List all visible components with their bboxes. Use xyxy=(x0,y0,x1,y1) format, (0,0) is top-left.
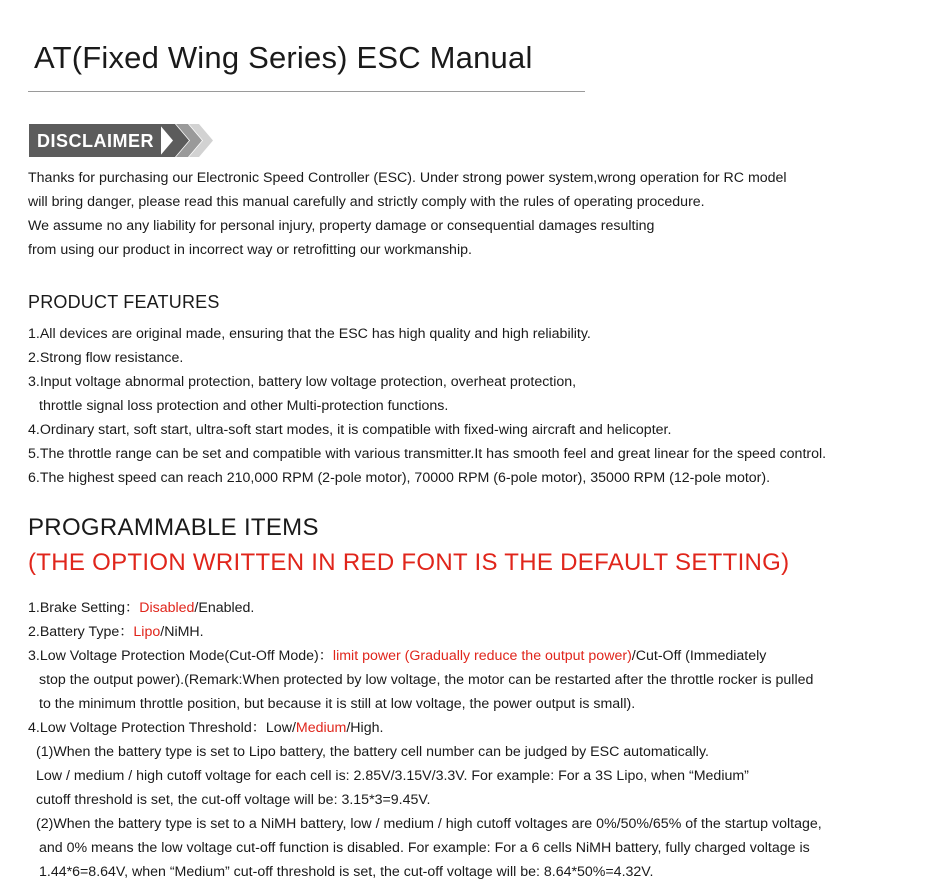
disclaimer-text xyxy=(28,166,787,262)
lvp-threshold-subitem: (1)When the battery type is set to Lipo battery, the battery cell number can be judged by ESC automatically. xyxy=(36,744,709,760)
programmable-list xyxy=(28,596,822,884)
brake-default-option: Disabled xyxy=(139,600,195,616)
disclaimer-line: Thanks for purchasing our Electronic Speed Controller (ESC). Under strong power system,wrong operation for RC model xyxy=(28,170,787,186)
lvp-mode-continuation: to the minimum throttle position, but because it is still at low voltage, the power output is small). xyxy=(39,696,636,712)
features-list xyxy=(28,322,826,490)
lvp-mode-item xyxy=(28,644,822,668)
lvp-mode-label: 3.Low Voltage Protection Mode(Cut-Off Mode)： xyxy=(28,648,333,664)
double-chevron-icon xyxy=(159,124,235,157)
lvp-threshold-subitem-continuation: cutoff threshold is set, the cut-off voltage will be: 3.15*3=9.45V. xyxy=(36,792,431,808)
disclaimer-banner-label: DISCLAIMER xyxy=(37,131,154,151)
brake-setting-label: 1.Brake Setting： xyxy=(28,600,140,616)
title-divider xyxy=(28,91,585,92)
default-setting-note: (THE OPTION WRITTEN IN RED FONT IS THE DEFAULT SETTING) xyxy=(28,549,790,576)
lvp-threshold-label: 4.Low Voltage Protection Threshold：Low/ xyxy=(28,720,296,736)
battery-default-option: Lipo xyxy=(133,624,161,640)
lvp-mode-continuation: stop the output power).(Remark:When protected by low voltage, the motor can be restarted after the throttle rocker is pulled xyxy=(39,672,814,688)
feature-item: 3.Input voltage abnormal protection, battery low voltage protection, overheat protection, xyxy=(28,374,577,390)
disclaimer-banner-box xyxy=(29,124,161,157)
features-heading: PRODUCT FEATURES xyxy=(28,292,220,312)
battery-other-option: /NiMH. xyxy=(160,624,204,640)
disclaimer-line: We assume no any liability for personal injury, property damage or consequential damages resulting xyxy=(28,218,655,234)
lvp-threshold-item xyxy=(28,716,822,740)
lvp-threshold-subitem-continuation: and 0% means the low voltage cut-off function is disabled. For example: For a 6 cells NiMH battery, fully charged voltage is xyxy=(39,840,810,856)
lvp-threshold-default-option: Medium xyxy=(295,720,347,736)
brake-other-option: /Enabled. xyxy=(194,600,255,616)
feature-item-continuation: throttle signal loss protection and other Multi-protection functions. xyxy=(39,398,449,414)
lvp-threshold-other-option: /High. xyxy=(346,720,384,736)
lvp-threshold-subitem-continuation: Low / medium / high cutoff voltage for each cell is: 2.85V/3.15V/3.3V. For example: For a 3S Lipo, when “Medium” xyxy=(36,768,749,784)
page-title: AT(Fixed Wing Series) ESC Manual xyxy=(34,40,533,75)
lvp-mode-default-option: limit power (Gradually reduce the output power) xyxy=(332,648,632,664)
disclaimer-banner xyxy=(29,124,209,157)
feature-item: 5.The throttle range can be set and compatible with various transmitter.It has smooth feel and great linear for the speed control. xyxy=(28,446,827,462)
lvp-threshold-subitem: (2)When the battery type is set to a NiMH battery, low / medium / high cutoff voltages are 0%/50%/65% of the startup voltage, xyxy=(36,816,822,832)
lvp-threshold-subitem-continuation: 1.44*6=8.64V, when “Medium” cut-off threshold is set, the cut-off voltage will be: 8.64*50%=4.32V. xyxy=(39,864,654,880)
disclaimer-line: from using our product in incorrect way or retrofitting our workmanship. xyxy=(28,242,472,258)
programmable-heading: PROGRAMMABLE ITEMS xyxy=(28,514,319,541)
feature-item: 4.Ordinary start, soft start, ultra-soft start modes, it is compatible with fixed-wing aircraft and helicopter. xyxy=(28,422,672,438)
battery-type-item xyxy=(28,620,822,644)
feature-item: 6.The highest speed can reach 210,000 RPM (2-pole motor), 70000 RPM (6-pole motor), 35000 RPM (12-pole motor). xyxy=(28,470,771,486)
brake-setting-item xyxy=(28,596,822,620)
feature-item: 2.Strong flow resistance. xyxy=(28,350,184,366)
feature-item: 1.All devices are original made, ensuring that the ESC has high quality and high reliability. xyxy=(28,326,591,342)
disclaimer-line: will bring danger, please read this manual carefully and strictly comply with the rules of operating procedure. xyxy=(28,194,705,210)
lvp-mode-other-option: /Cut-Off (Immediately xyxy=(631,648,767,664)
battery-type-label: 2.Battery Type： xyxy=(28,624,134,640)
